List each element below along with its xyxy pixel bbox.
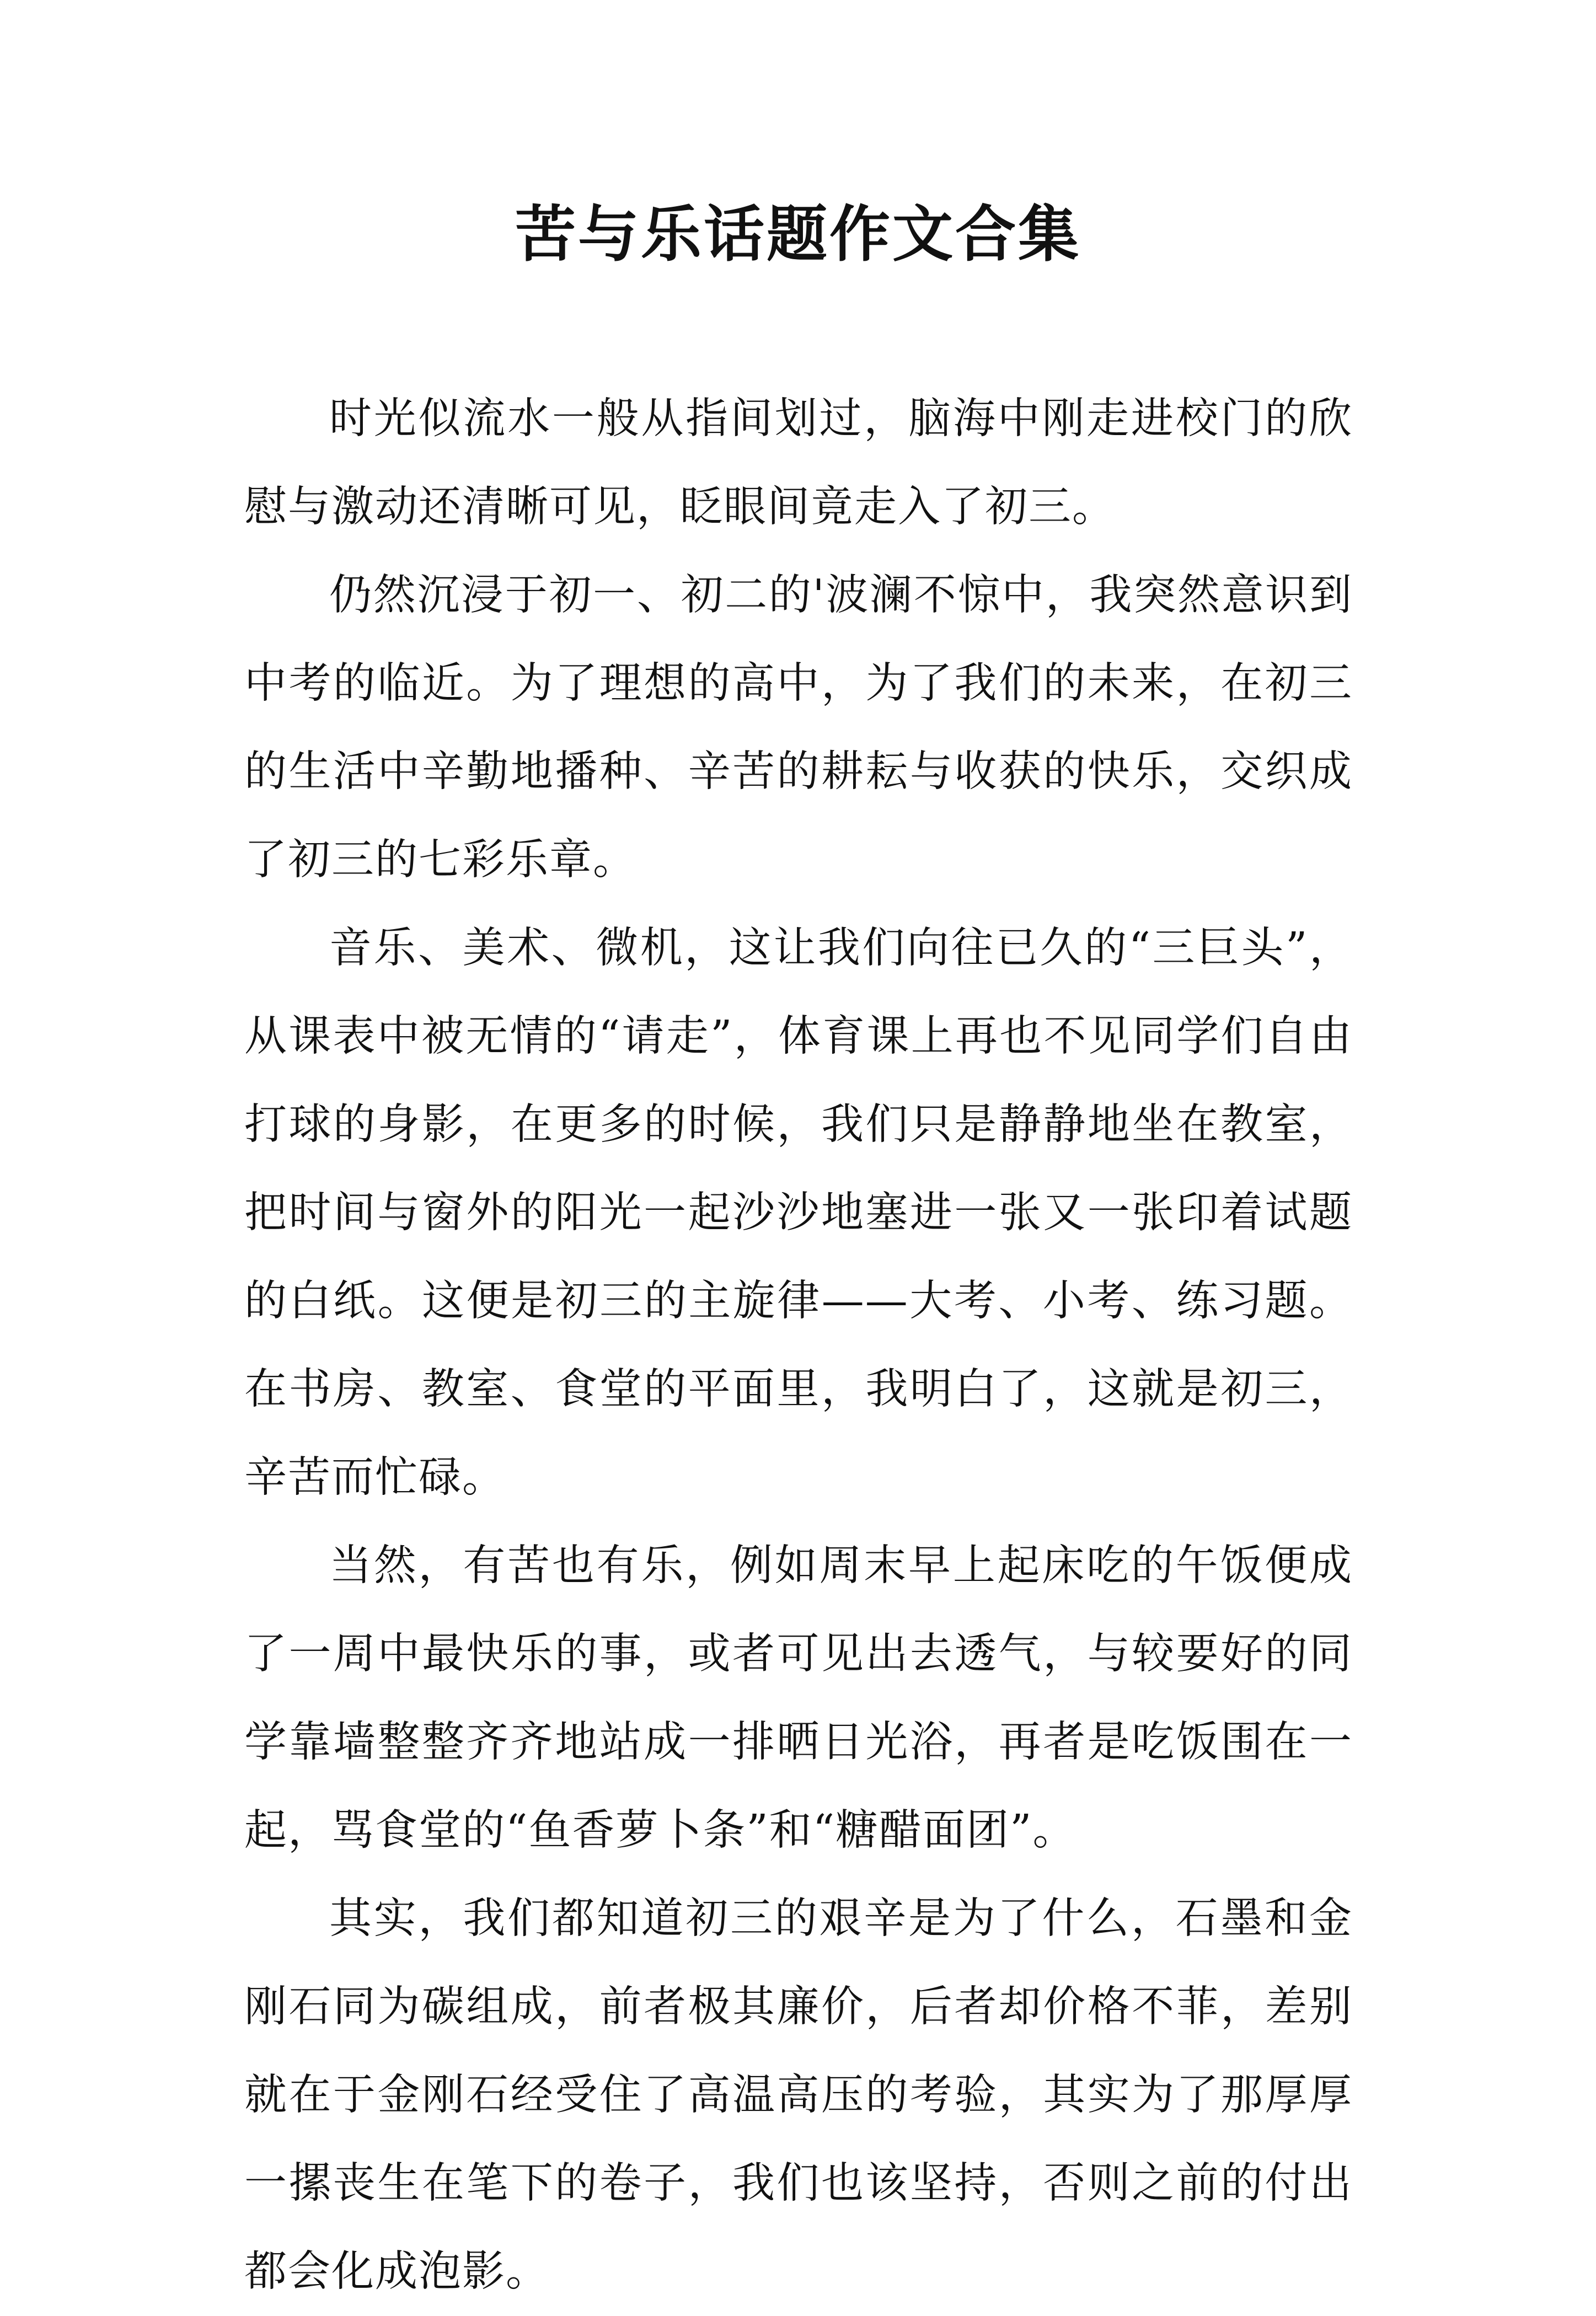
paragraph: 音乐、美术、微机，这让我们向往已久的“三巨头”，从课表中被无情的“请走”，体育课上再也不见同学们自由打球的身影，在更多的时候，我们只是静静地坐在教室，把时间与窗外的阳光一起沙沙地塞进一张又一张印着试题的白纸。这便是初三的主旋律——大考、小考、练习题。在书房、教室、食堂的平面里，我明白了，这就是初三，辛苦而忙碌。 — [244, 924, 1353, 1502]
paragraph: 仍然沉浸于初一、初二的'波澜不惊中，我突然意识到中考的临近。为了理想的高中，为了我们的未来，在初三的生活中辛勤地播种、辛苦的耕耘与收获的快乐，交织成了初三的七彩乐章。 — [244, 571, 1353, 884]
paragraph: 当然，有苦也有乐，例如周末早上起床吃的午饭便成了一周中最快乐的事，或者可见出去透气，与较要好的同学靠墙整整齐齐地站成一排晒日光浴，再者是吃饭围在一起，骂食堂的“鱼香萝卜条”和“糖醋面团”。 — [244, 1541, 1353, 1855]
document-title: 苦与乐话题作文合集 — [515, 199, 1081, 270]
paragraph: 其实，我们都知道初三的艰辛是为了什么，石墨和金刚石同为碳组成，前者极其廉价，后者却价格不菲，差别就在于金刚石经受住了高温高压的考验，其实为了那厚厚一摞丧生在笔下的卷子，我们也该坚持，否则之前的付出都会化成泡影。 — [244, 1894, 1353, 2296]
paragraph: 时光似流水一般从指间划过，脑海中刚走进校门的欣慰与激动还清晰可见，眨眼间竟走入了初三。 — [244, 394, 1353, 532]
document-body — [244, 375, 1353, 2316]
